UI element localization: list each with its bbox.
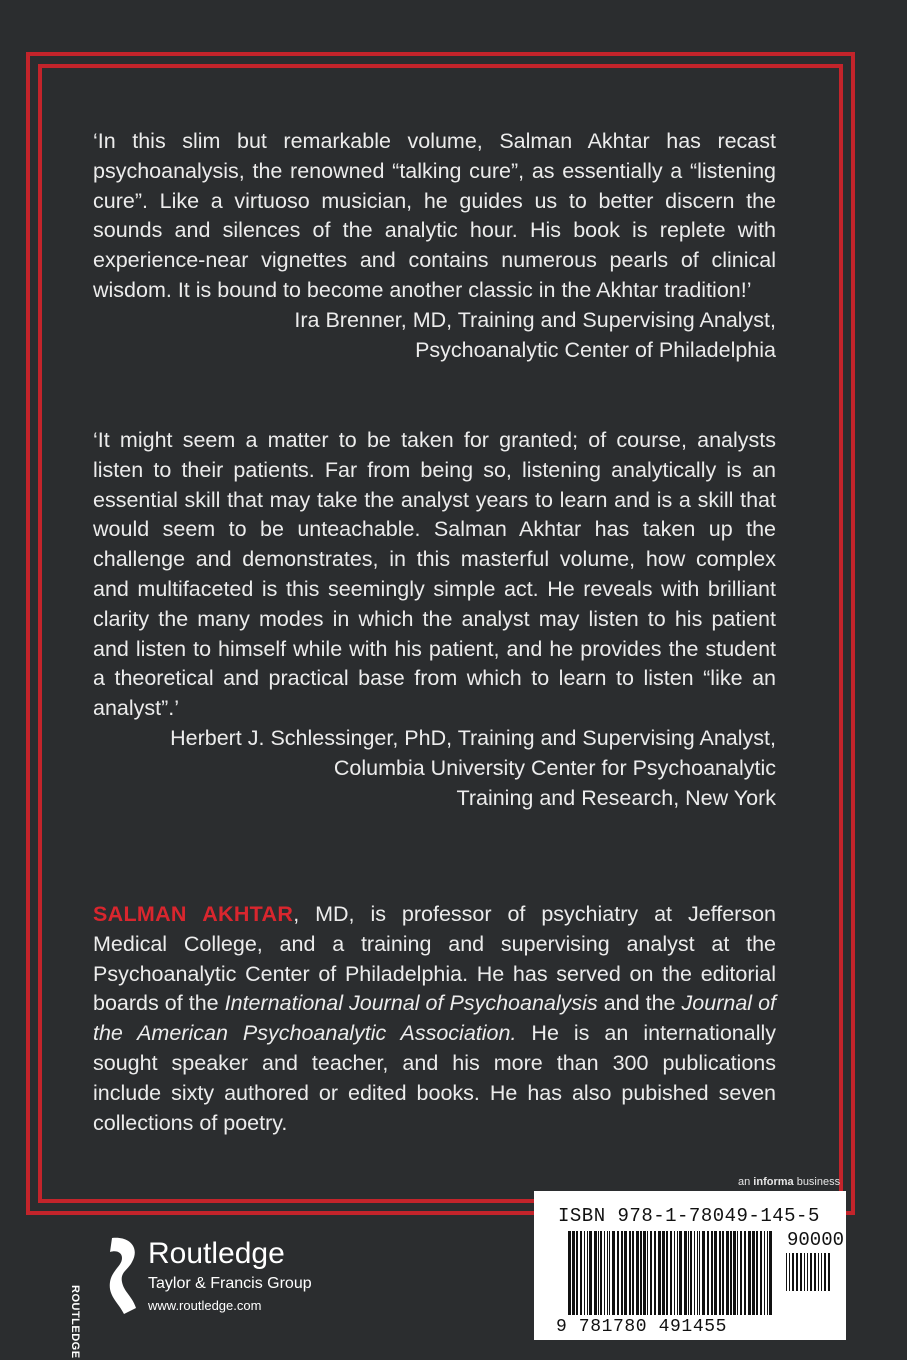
barcode-stripe [624, 1231, 627, 1315]
quote-2-attribution-line-1: Herbert J. Schlessinger, PhD, Training and Supervising Analyst, [170, 725, 776, 750]
barcode-stripe [726, 1231, 729, 1315]
addon-barcode-stripe [828, 1253, 830, 1291]
publisher-url: www.routledge.com [148, 1298, 262, 1313]
barcode-stripe [640, 1231, 642, 1315]
journal-title-1: International Journal of Psychoanalysis [224, 991, 598, 1016]
barcode-stripe [764, 1231, 765, 1315]
barcode-stripe [617, 1231, 619, 1315]
barcode-stripe [587, 1231, 588, 1315]
barcode-stripe [752, 1231, 755, 1315]
barcode-stripe [654, 1231, 656, 1315]
barcode-stripe [670, 1231, 672, 1315]
barcode-stripe [607, 1231, 608, 1315]
addon-barcode-stripe [814, 1253, 816, 1291]
barcode-stripe [707, 1231, 709, 1315]
addon-barcode-stripe [796, 1253, 798, 1291]
bio-part-2: and the [597, 991, 682, 1016]
barcode-stripe [584, 1231, 585, 1315]
informa-tagline: an informa business [738, 1176, 841, 1188]
barcode-stripe [690, 1231, 692, 1315]
barcode-stripe [572, 1231, 575, 1315]
barcode-stripe [677, 1231, 678, 1315]
journal-title-2: Journal of the American Psychoanalytic Association. [93, 991, 777, 1046]
barcode-stripe [688, 1231, 689, 1315]
quote-2-text: ‘It might seem a matter to be taken for granted; of course, analysts listen to their patients. Far from being so, listening analytically is an essential skill that may take the analyst years to learn and is a skill that would seem to be unteachable. Salman Akhtar has taken up the challenge and demonstrates, in this masterful volume, how complex and multifaceted is this seemingly simple act. He reveals with brilliant clarity the many modes in which the analyst may listen to his patient and listen to himself while with his patient, and he provides the student a theoretical and practical base from which to learn to listen “like an analyst”.’ [93, 428, 776, 721]
publisher-block [148, 1237, 312, 1315]
isbn-number: ISBN 978-1-78049-145-5 [558, 1205, 820, 1227]
barcode-stripe [594, 1231, 597, 1315]
barcode-stripe [666, 1231, 668, 1315]
addon-barcode-stripe [818, 1253, 819, 1291]
author-name: SALMAN AKHTAR [93, 902, 294, 926]
routledge-vertical-wordmark: ROUTLEDGE [69, 1285, 81, 1359]
addon-barcode-stripe [804, 1253, 805, 1291]
quote-1-attribution-line-1: Ira Brenner, MD, Training and Supervising Analyst, [294, 307, 776, 332]
barcode-stripe [767, 1231, 768, 1315]
barcode-stripe [699, 1231, 700, 1315]
addon-barcode-stripe [786, 1253, 787, 1291]
addon-barcode-stripe [824, 1253, 826, 1291]
barcode-stripe [650, 1231, 652, 1315]
barcode-stripe [629, 1231, 631, 1315]
isbn-barcode [534, 1191, 846, 1340]
addon-barcode-stripe [789, 1253, 790, 1291]
quote-2-attribution-line-3: Training and Research, New York [456, 785, 776, 810]
barcode-stripe [589, 1231, 592, 1315]
price-code: 90000 [787, 1229, 845, 1251]
barcode-stripe [612, 1231, 615, 1315]
barcode-digits: 9 781780 491455 [556, 1317, 728, 1337]
barcode-stripe [679, 1231, 682, 1315]
barcode-stripe [609, 1231, 610, 1315]
barcode-stripe [694, 1231, 695, 1315]
barcode-stripe [769, 1231, 772, 1315]
barcode-stripe [697, 1231, 698, 1315]
publisher-name: Routledge [148, 1237, 285, 1270]
barcode-stripe [636, 1231, 639, 1315]
barcode-stripe [744, 1231, 746, 1315]
barcode-stripe [711, 1231, 713, 1315]
barcode-stripe [702, 1231, 705, 1315]
barcode-stripe [643, 1231, 646, 1315]
barcode-stripe [621, 1231, 623, 1315]
addon-barcode-stripe [821, 1253, 822, 1291]
barcode-stripe [674, 1231, 675, 1315]
barcode-stripe [658, 1231, 661, 1315]
addon-barcode-stripe [792, 1253, 794, 1291]
barcode-stripe [684, 1231, 687, 1315]
bio-part-1: , MD, is professor of psychiatry at Jefferson Medical College, and a training and supervising analyst at the Psychoanalytic Center of Philadelphia. He has served on the editorial boards of the [93, 902, 776, 1016]
barcode-stripe [730, 1231, 732, 1315]
author-bio [93, 900, 776, 1138]
bio-part-3: He is an internationally sought speaker and teacher, and his more than 300 publications include sixty authored or edited books. He has also pubished seven collections of poetry. [93, 1021, 777, 1135]
barcode-stripe [748, 1231, 751, 1315]
barcode-stripe [600, 1231, 602, 1315]
endorsement-quote-2 [93, 426, 776, 813]
barcode-stripe [740, 1231, 742, 1315]
routledge-logo-icon [92, 1230, 152, 1320]
barcode-stripe [598, 1231, 599, 1315]
barcode-stripe [733, 1231, 736, 1315]
publisher-group: Taylor & Francis Group [148, 1275, 312, 1292]
barcode-stripe [580, 1231, 582, 1315]
author-bio-text [93, 900, 776, 1138]
barcode-stripe [647, 1231, 648, 1315]
quote-1-attribution-line-2: Psychoanalytic Center of Philadelphia [415, 337, 776, 362]
barcode-stripe [604, 1231, 605, 1315]
barcode-stripe [719, 1231, 721, 1315]
addon-barcode-stripe [810, 1253, 812, 1291]
quote-1-text: ‘In this slim but remarkable volume, Salman Akhtar has recast psychoanalysis, the renowned “talking cure”, as essentially a “listening cure”. Like a virtuoso musician, he guides us to better discern the sounds and silences of the analytic hour. His book is replete with experience-near vignettes and contains numerous pearls of clinical wisdom. It is bound to become another classic in the Akhtar tradition!’ [93, 129, 776, 302]
barcode-stripe [632, 1231, 634, 1315]
endorsement-quote-1 [93, 127, 776, 365]
addon-barcode-stripe [807, 1253, 808, 1291]
barcode-stripe [576, 1231, 578, 1315]
barcode-stripe [662, 1231, 665, 1315]
barcode-stripe [722, 1231, 724, 1315]
addon-barcode-bars [786, 1253, 832, 1291]
quote-2-attribution-line-2: Columbia University Center for Psychoanalytic [333, 755, 776, 780]
barcode-stripe [756, 1231, 758, 1315]
informa-brand: informa [753, 1176, 794, 1188]
barcode-stripe [760, 1231, 762, 1315]
barcode-stripe [568, 1231, 571, 1315]
barcode-bars [568, 1231, 778, 1315]
addon-barcode-stripe [800, 1253, 802, 1291]
barcode-stripe [714, 1231, 717, 1315]
barcode-stripe [737, 1231, 738, 1315]
